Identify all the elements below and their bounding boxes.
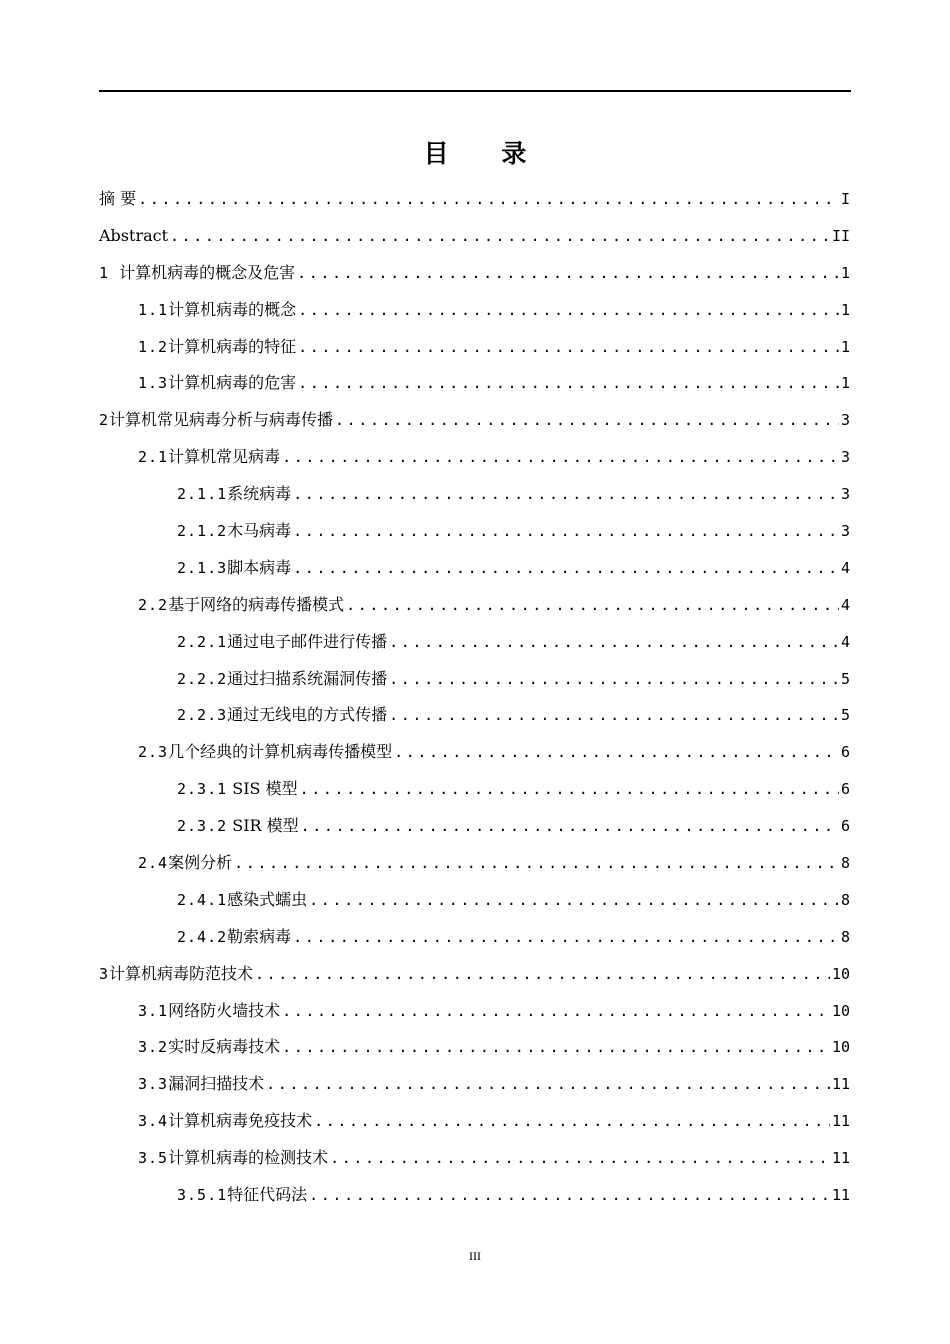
toc-entry-number: 3.5 bbox=[138, 1149, 169, 1168]
toc-entry-text: 计算机病毒的危害 bbox=[168, 373, 297, 393]
toc-entry-page: 6 bbox=[840, 780, 850, 799]
toc-dot-leader bbox=[394, 734, 839, 771]
toc-entry-text: 计算机病毒的特征 bbox=[168, 336, 297, 356]
toc-dot-leader bbox=[309, 1177, 830, 1214]
toc-entry-page: 1 bbox=[840, 300, 850, 319]
toc-dot-leader bbox=[298, 365, 839, 402]
toc-entry-text: 摘 要 bbox=[99, 189, 137, 208]
toc-entry-page: 4 bbox=[840, 558, 850, 577]
toc-dot-leader bbox=[314, 1103, 830, 1140]
toc-dot-leader bbox=[266, 1066, 830, 1103]
footer-page-number: III bbox=[469, 1249, 481, 1263]
toc-entry-text: SIS 模型 bbox=[227, 779, 298, 799]
toc-entry[interactable] bbox=[99, 734, 850, 771]
toc-entry-page: 5 bbox=[840, 669, 850, 688]
toc-entry-page: II bbox=[831, 226, 850, 245]
header-rule bbox=[99, 90, 851, 92]
toc-entry-text: 系统病毒 bbox=[227, 484, 292, 504]
toc-entry[interactable] bbox=[99, 845, 850, 882]
toc-entry-number: 1.2 bbox=[138, 337, 169, 356]
toc-entry-text: 案例分析 bbox=[168, 853, 233, 873]
toc-entry-number: 2.2.2 bbox=[177, 669, 228, 688]
toc-entry[interactable] bbox=[99, 1103, 850, 1140]
toc-entry-number: 3.4 bbox=[138, 1112, 169, 1131]
toc-entry-number: 2.1.2 bbox=[177, 522, 228, 541]
toc-entry-page: 10 bbox=[831, 1038, 850, 1057]
toc-entry-text: 计算机病毒的概念 bbox=[168, 299, 297, 319]
toc-entry-label bbox=[138, 587, 344, 624]
toc-entry-number: 1.3 bbox=[138, 374, 169, 393]
toc-entry-page: 4 bbox=[840, 595, 850, 614]
toc-dot-leader bbox=[301, 808, 839, 845]
toc-entry-page: 11 bbox=[831, 1186, 850, 1205]
toc-entry[interactable] bbox=[99, 1140, 850, 1177]
toc-entry[interactable] bbox=[99, 255, 850, 292]
toc-entry-text: 计算机常见病毒分析与病毒传播 bbox=[109, 410, 334, 430]
toc-entry[interactable] bbox=[99, 697, 850, 734]
toc-entry-text: 脚本病毒 bbox=[227, 557, 292, 577]
toc-entry-label bbox=[138, 292, 296, 329]
toc-dot-leader bbox=[282, 1029, 830, 1066]
toc-entry[interactable] bbox=[99, 1066, 850, 1103]
toc-entry-page: 3 bbox=[840, 448, 850, 467]
toc-entry-label bbox=[177, 808, 299, 845]
toc-entry-number: 2.4.1 bbox=[177, 890, 228, 909]
toc-entry-label bbox=[138, 734, 392, 771]
toc-entry-label bbox=[177, 1177, 307, 1214]
toc-dot-leader bbox=[309, 882, 839, 919]
toc-entry-page: 1 bbox=[840, 263, 850, 282]
toc-entry-page: 1 bbox=[840, 337, 850, 356]
toc-entry-label bbox=[177, 624, 387, 661]
toc-entry[interactable] bbox=[99, 956, 850, 993]
toc-entry-label bbox=[177, 919, 291, 956]
toc-entry-text: 计算机病毒免疫技术 bbox=[168, 1111, 313, 1131]
toc-entry-text: 通过无线电的方式传播 bbox=[227, 705, 388, 725]
toc-dot-leader bbox=[293, 476, 839, 513]
toc-entry-number: 2.1.1 bbox=[177, 485, 228, 504]
toc-dot-leader bbox=[335, 402, 839, 439]
toc-entry-page: 10 bbox=[831, 964, 850, 983]
toc-entry[interactable] bbox=[99, 1029, 850, 1066]
toc-entry-text: 网络防火墙技术 bbox=[168, 1000, 281, 1020]
toc-entry-page: 5 bbox=[840, 706, 850, 725]
toc-entry-label bbox=[138, 1066, 264, 1103]
toc-entry-number: 1.1 bbox=[138, 300, 169, 319]
toc-entry[interactable] bbox=[99, 919, 850, 956]
toc-entry-page: 8 bbox=[840, 890, 850, 909]
toc-entry-label bbox=[138, 329, 296, 366]
toc-entry-label bbox=[138, 439, 280, 476]
toc-entry-label bbox=[177, 697, 387, 734]
toc-entry-text: 漏洞扫描技术 bbox=[168, 1074, 265, 1094]
toc-entry[interactable] bbox=[99, 1177, 850, 1214]
toc-entry-text: Abstract bbox=[99, 225, 169, 245]
toc-entry-number: 2 bbox=[99, 411, 110, 430]
toc-entry-text: 勒索病毒 bbox=[227, 926, 292, 946]
toc-entry-page: 3 bbox=[840, 522, 850, 541]
toc-entry-text: 木马病毒 bbox=[227, 521, 292, 541]
toc-dot-leader bbox=[138, 181, 839, 218]
toc-entry-text: 几个经典的计算机病毒传播模型 bbox=[168, 742, 393, 762]
toc-entry-label bbox=[177, 771, 298, 808]
toc-dot-leader bbox=[298, 329, 839, 366]
toc-entry-page: I bbox=[840, 190, 850, 208]
toc-entry-label bbox=[177, 513, 291, 550]
toc-entry-page: 11 bbox=[831, 1149, 850, 1168]
toc-entry-label bbox=[99, 255, 295, 292]
toc-dot-leader bbox=[389, 661, 839, 698]
toc-entry[interactable] bbox=[99, 292, 850, 329]
toc-entry-label bbox=[177, 550, 291, 587]
toc-entry-page: 11 bbox=[831, 1075, 850, 1094]
toc-dot-leader bbox=[293, 919, 839, 956]
toc-entry-text: 计算机病毒防范技术 bbox=[109, 963, 254, 983]
toc-entry-number: 2.2.3 bbox=[177, 706, 228, 725]
toc-dot-leader bbox=[170, 218, 830, 255]
toc-entry-number: 3.5.1 bbox=[177, 1186, 228, 1205]
toc-entry-number: 2.3.2 bbox=[177, 817, 228, 836]
toc-entry-number: 1 bbox=[99, 263, 120, 282]
toc-entry[interactable] bbox=[99, 402, 850, 439]
toc-entry-text: 计算机病毒的概念及危害 bbox=[119, 262, 296, 282]
toc-dot-leader bbox=[389, 624, 839, 661]
toc-entry[interactable] bbox=[99, 661, 850, 698]
toc-dot-leader bbox=[293, 550, 839, 587]
toc-entry-page: 10 bbox=[831, 1001, 850, 1020]
toc-entry-number: 2.1 bbox=[138, 448, 169, 467]
toc-entry[interactable] bbox=[99, 993, 850, 1030]
toc-entry-text: 特征代码法 bbox=[227, 1185, 308, 1205]
toc-entry-page: 4 bbox=[840, 632, 850, 651]
toc-entry-text: 实时反病毒技术 bbox=[168, 1037, 281, 1057]
toc-dot-leader bbox=[300, 771, 839, 808]
toc-entry-label bbox=[138, 1103, 312, 1140]
page-title: 目 录 bbox=[423, 139, 549, 168]
toc-dot-leader bbox=[389, 697, 839, 734]
toc-entry-page: 8 bbox=[840, 927, 850, 946]
toc-entry-page: 3 bbox=[840, 411, 850, 430]
toc-entry-text: 感染式蠕虫 bbox=[227, 889, 308, 909]
toc-entry-label bbox=[138, 1140, 328, 1177]
toc-entry[interactable] bbox=[99, 587, 850, 624]
toc-entry-text: 计算机常见病毒 bbox=[168, 447, 281, 467]
toc-entry-label bbox=[138, 1029, 280, 1066]
toc-entry-label bbox=[138, 365, 296, 402]
toc-entry[interactable] bbox=[99, 550, 850, 587]
toc-dot-leader bbox=[293, 513, 839, 550]
toc-entry-label bbox=[177, 661, 387, 698]
toc-entry[interactable] bbox=[99, 808, 850, 845]
toc-entry[interactable] bbox=[99, 365, 850, 402]
toc-dot-leader bbox=[297, 255, 839, 292]
toc-entry[interactable] bbox=[99, 624, 850, 661]
toc-entry-number: 3.3 bbox=[138, 1075, 169, 1094]
toc-dot-leader bbox=[298, 292, 839, 329]
toc-dot-leader bbox=[330, 1140, 830, 1177]
toc-entry-text: 通过扫描系统漏洞传播 bbox=[227, 668, 388, 688]
toc-entry-label bbox=[177, 882, 307, 919]
toc-entry-page: 6 bbox=[840, 817, 850, 836]
toc-entry-label bbox=[99, 218, 168, 255]
toc-entry-number: 2.2 bbox=[138, 595, 169, 614]
toc-entry-label bbox=[99, 402, 333, 439]
toc-entry-number: 2.1.3 bbox=[177, 558, 228, 577]
toc-entry-number: 2.4.2 bbox=[177, 927, 228, 946]
table-of-contents bbox=[99, 181, 850, 1214]
toc-entry-label bbox=[99, 956, 253, 993]
toc-entry[interactable] bbox=[99, 439, 850, 476]
toc-entry-text: 基于网络的病毒传播模式 bbox=[168, 594, 345, 614]
toc-entry-number: 2.2.1 bbox=[177, 632, 228, 651]
toc-entry-page: 1 bbox=[840, 374, 850, 393]
toc-entry-number: 2.4 bbox=[138, 854, 169, 873]
toc-entry-label bbox=[138, 993, 280, 1030]
toc-entry-label bbox=[138, 845, 232, 882]
toc-dot-leader bbox=[346, 587, 839, 624]
toc-entry[interactable] bbox=[99, 882, 850, 919]
toc-dot-leader bbox=[255, 956, 830, 993]
toc-entry-page: 8 bbox=[840, 854, 850, 873]
toc-entry[interactable] bbox=[99, 218, 850, 255]
toc-entry-text: 计算机病毒的检测技术 bbox=[168, 1148, 329, 1168]
toc-entry-page: 11 bbox=[831, 1112, 850, 1131]
toc-dot-leader bbox=[282, 993, 830, 1030]
toc-entry[interactable] bbox=[99, 513, 850, 550]
toc-entry-text: SIR 模型 bbox=[227, 816, 299, 836]
toc-entry[interactable] bbox=[99, 476, 850, 513]
toc-entry-number: 3 bbox=[99, 964, 110, 983]
toc-entry-label bbox=[177, 476, 291, 513]
toc-entry-number: 2.3 bbox=[138, 743, 169, 762]
toc-entry-page: 6 bbox=[840, 743, 850, 762]
toc-entry-page: 3 bbox=[840, 485, 850, 504]
toc-entry-label bbox=[99, 181, 136, 218]
toc-entry[interactable] bbox=[99, 181, 850, 218]
toc-dot-leader bbox=[282, 439, 839, 476]
toc-dot-leader bbox=[234, 845, 839, 882]
toc-entry[interactable] bbox=[99, 329, 850, 366]
toc-entry-number: 3.1 bbox=[138, 1001, 169, 1020]
toc-entry-number: 2.3.1 bbox=[177, 780, 228, 799]
toc-entry-number: 3.2 bbox=[138, 1038, 169, 1057]
toc-entry[interactable] bbox=[99, 771, 850, 808]
toc-entry-text: 通过电子邮件进行传播 bbox=[227, 631, 388, 651]
